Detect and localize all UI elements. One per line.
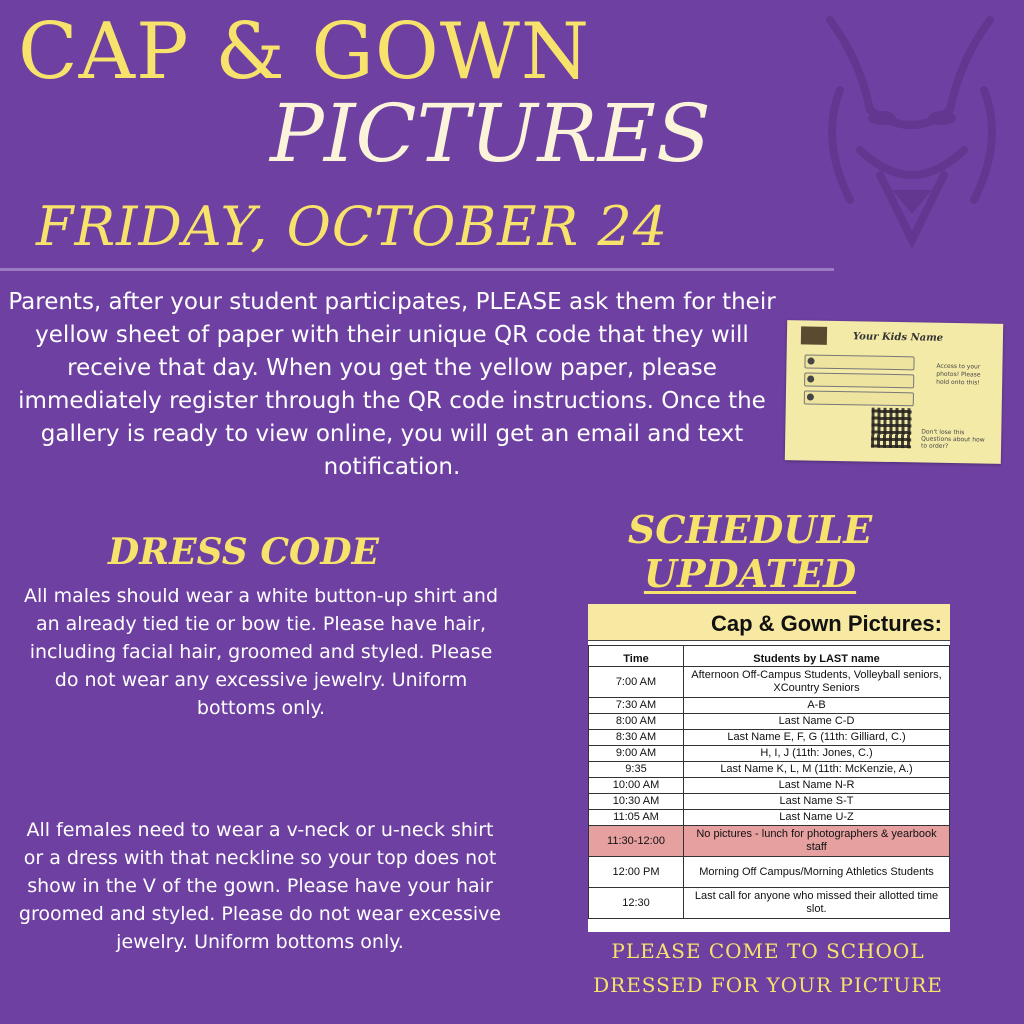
- students-cell: Last Name S-T: [684, 794, 950, 810]
- dress-code-females: All females need to wear a v-neck or u-neck shirt or a dress with that neckline so your top does not show in the V of the gown. Please have your hair groomed and styled. Please do not wear excessive jewelry. Uniform bottoms only.: [18, 819, 502, 953]
- table-row: [589, 888, 950, 919]
- students-cell: No pictures - lunch for photographers & yearbook staff: [684, 826, 950, 857]
- table-row: [589, 667, 950, 698]
- students-cell: Last Name U-Z: [684, 810, 950, 826]
- column-header-time: Time: [589, 646, 684, 667]
- sheet-step: [804, 354, 914, 370]
- students-cell: Last Name C-D: [684, 714, 950, 730]
- schedule-table: [588, 645, 950, 919]
- time-cell: 7:30 AM: [589, 698, 684, 714]
- schedule-table-title: Cap & Gown Pictures:: [588, 604, 950, 641]
- schedule-heading: [600, 508, 900, 596]
- table-row: [589, 794, 950, 810]
- time-cell: 11:05 AM: [589, 810, 684, 826]
- schedule-heading-line-1: SCHEDULE: [627, 507, 873, 552]
- intro-paragraph: Parents, after your student participates, PLEASE ask them for their yellow sheet of paper with their unique QR code that they will receive that day. When you get the yellow paper, please immediately register through the QR code instructions. Once the gallery is ready to view online, you will get an email and text notification.: [8, 289, 776, 480]
- table-row: [589, 698, 950, 714]
- table-row: [589, 746, 950, 762]
- time-cell: 10:00 AM: [589, 778, 684, 794]
- time-cell: 12:00 PM: [589, 857, 684, 888]
- students-cell: Last Name N-R: [684, 778, 950, 794]
- table-row: [589, 826, 950, 857]
- table-row: [589, 810, 950, 826]
- students-cell: A-B: [684, 698, 950, 714]
- sheet-heading: Your Kids Name: [852, 331, 944, 344]
- table-row: [589, 778, 950, 794]
- table-row: [589, 714, 950, 730]
- tiger-mascot-icon: [800, 0, 1024, 260]
- school-crest-icon: [801, 326, 827, 344]
- students-cell: H, I, J (11th: Jones, C.): [684, 746, 950, 762]
- students-cell: Afternoon Off-Campus Students, Volleyball seniors, XCountry Seniors: [684, 667, 950, 698]
- sheet-step: [804, 372, 914, 388]
- time-cell: 11:30-12:00: [589, 826, 684, 857]
- time-cell: 9:35: [589, 762, 684, 778]
- qr-code-icon: [871, 408, 912, 449]
- time-cell: 10:30 AM: [589, 794, 684, 810]
- footer-line-1: PLEASE COME TO SCHOOL: [611, 939, 925, 963]
- sheet-side-text: Access to your photos! Please hold onto this!: [936, 362, 981, 387]
- title-line-1: CAP & GOWN: [18, 7, 591, 97]
- schedule-table-card: [588, 604, 950, 932]
- time-cell: 8:00 AM: [589, 714, 684, 730]
- sheet-step: [804, 390, 914, 406]
- time-cell: 7:00 AM: [589, 667, 684, 698]
- time-cell: 9:00 AM: [589, 746, 684, 762]
- students-cell: Morning Off Campus/Morning Athletics Students: [684, 857, 950, 888]
- students-cell: Last call for anyone who missed their allotted time slot.: [684, 888, 950, 919]
- column-header-students: Students by LAST name: [684, 646, 950, 667]
- footer-notice: [550, 934, 986, 1002]
- students-cell: Last Name K, L, M (11th: McKenzie, A.): [684, 762, 950, 778]
- dress-code-males: All males should wear a white button-up shirt and an already tied tie or bow tie. Please have hair, including facial hair, groomed and styled. Please do not wear any excessive jewelry. Uniform bottoms only.: [23, 585, 499, 719]
- schedule-heading-line-2: UPDATED: [643, 551, 857, 596]
- time-cell: 12:30: [589, 888, 684, 919]
- dress-code-heading: DRESS CODE: [108, 531, 379, 573]
- footer-line-2: DRESSED FOR YOUR PICTURE: [593, 973, 943, 997]
- sheet-note: Don't lose this Questions about how to order?: [921, 428, 985, 450]
- divider: [0, 268, 834, 271]
- students-cell: Last Name E, F, G (11th: Gilliard, C.): [684, 730, 950, 746]
- table-row: [589, 730, 950, 746]
- table-row: [589, 762, 950, 778]
- sample-yellow-sheet: [785, 320, 1003, 464]
- time-cell: 8:30 AM: [589, 730, 684, 746]
- event-date: FRIDAY, OCTOBER 24: [36, 195, 669, 258]
- table-row: [589, 857, 950, 888]
- title-line-2: PICTURES: [270, 87, 711, 180]
